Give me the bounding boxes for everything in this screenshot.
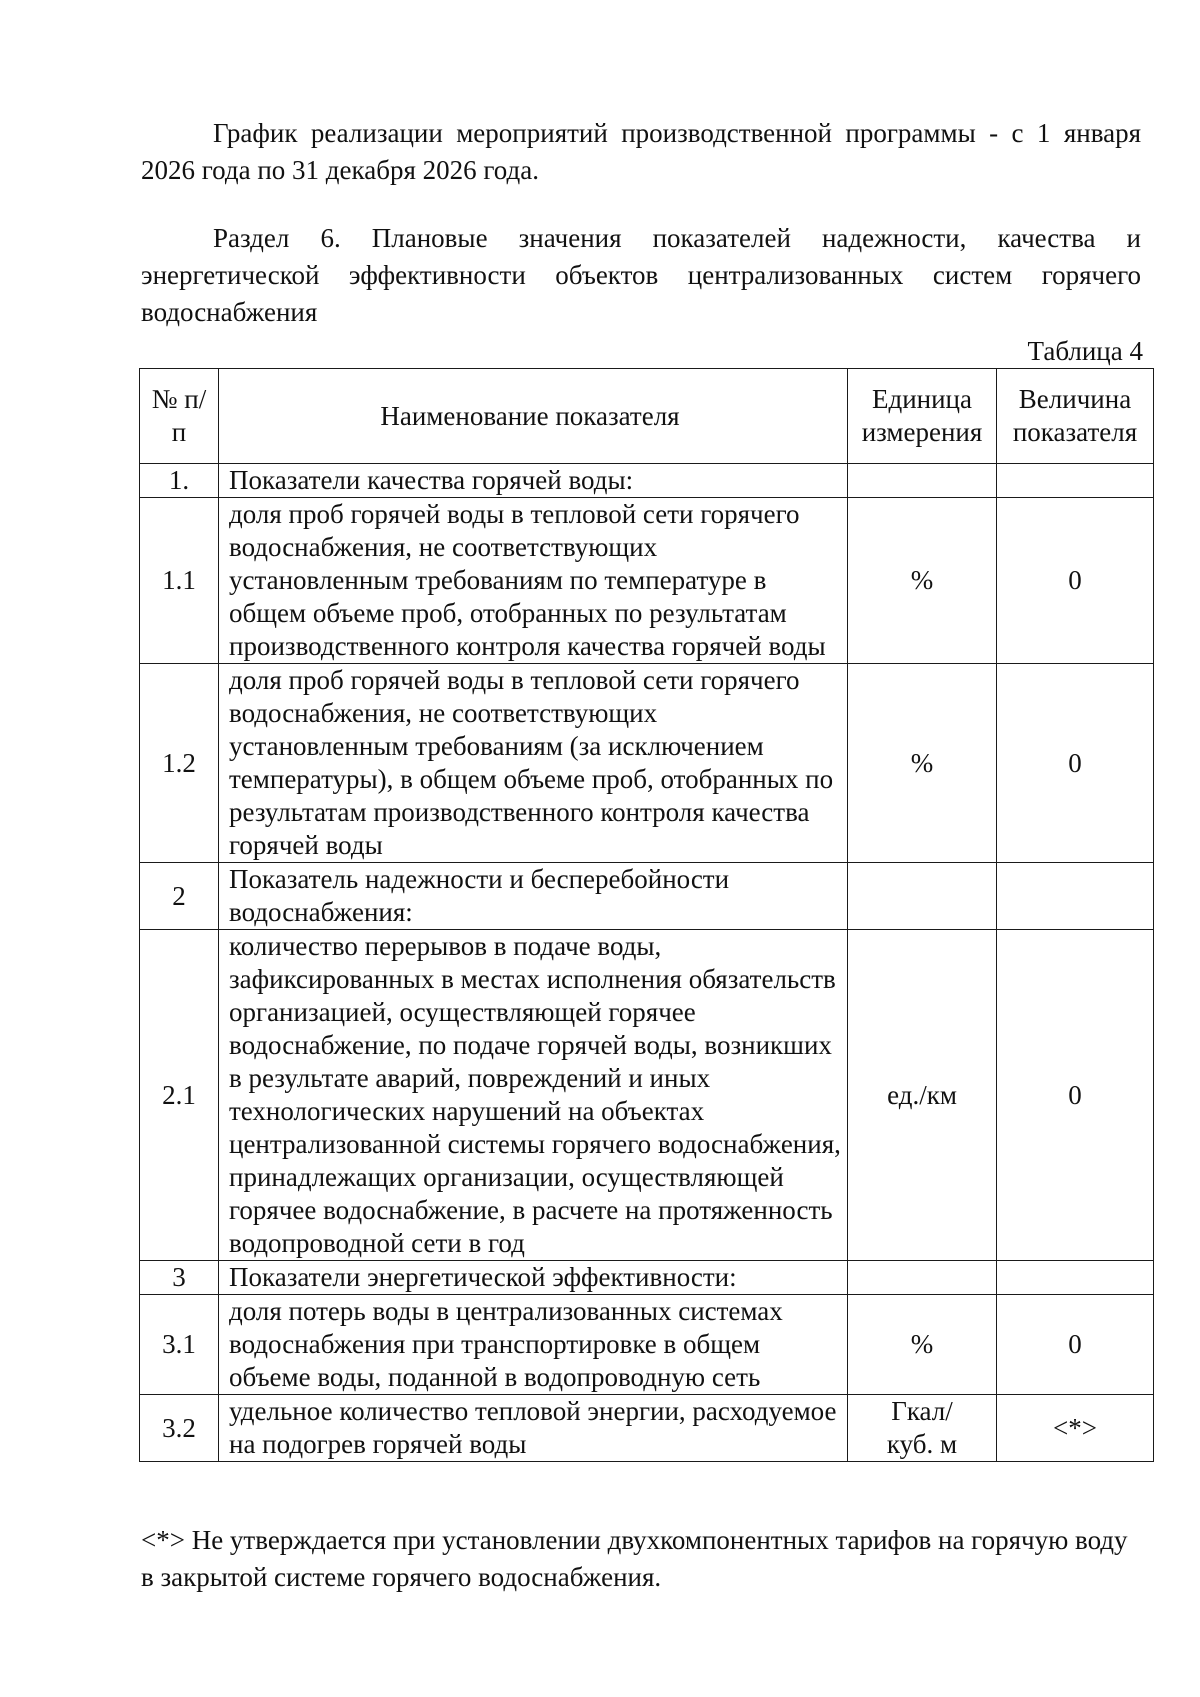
row-unit: ед./км bbox=[848, 930, 997, 1261]
row-name: Показатели качества горячей воды: bbox=[219, 464, 848, 498]
table-row bbox=[140, 464, 1154, 498]
table-caption: Таблица 4 bbox=[1027, 336, 1143, 366]
row-num: 1.1 bbox=[140, 498, 219, 664]
header-unit: Единица измерения bbox=[848, 369, 997, 464]
row-num: 2 bbox=[140, 863, 219, 930]
row-num: 2.1 bbox=[140, 930, 219, 1261]
row-name: доля проб горячей воды в тепловой сети горячего водоснабжения, не соответствующих установленным требованиям по температуре в общем объеме проб, отобранных по результатам производственного контроля качества горячей воды bbox=[219, 498, 848, 664]
row-name: доля проб горячей воды в тепловой сети горячего водоснабжения, не соответствующих установленным требованиям (за исключением температуры), в общем объеме проб, отобранных по результатам производственного контроля качества горячей воды bbox=[219, 664, 848, 863]
row-unit: % bbox=[848, 664, 997, 863]
table-row bbox=[140, 664, 1154, 863]
table-row bbox=[140, 1295, 1154, 1395]
table-header-row bbox=[140, 369, 1154, 464]
table-row bbox=[140, 1261, 1154, 1295]
row-value: 0 bbox=[997, 1295, 1154, 1395]
header-num: № п/п bbox=[140, 369, 219, 464]
footnote: <*> Не утверждается при установлении двухкомпонентных тарифов на горячую воду в закрытой системе горячего водоснабжения. bbox=[141, 1525, 1128, 1592]
row-num: 3 bbox=[140, 1261, 219, 1295]
row-value: 0 bbox=[997, 664, 1154, 863]
row-unit: Гкал/ куб. м bbox=[848, 1395, 997, 1462]
row-value: 0 bbox=[997, 930, 1154, 1261]
row-unit bbox=[848, 863, 997, 930]
table-row bbox=[140, 1395, 1154, 1462]
row-value bbox=[997, 863, 1154, 930]
row-num: 3.2 bbox=[140, 1395, 219, 1462]
row-unit bbox=[848, 464, 997, 498]
row-name: Показатель надежности и бесперебойности водоснабжения: bbox=[219, 863, 848, 930]
header-name: Наименование показателя bbox=[219, 369, 848, 464]
row-value bbox=[997, 1261, 1154, 1295]
row-unit: % bbox=[848, 498, 997, 664]
header-value: Величина показателя bbox=[997, 369, 1154, 464]
indicators-table bbox=[139, 368, 1154, 1462]
table-row bbox=[140, 863, 1154, 930]
section-heading-paragraph: Раздел 6. Плановые значения показателей надежности, качества и энергетической эффективности объектов централизованных систем горячего водоснабжения bbox=[141, 223, 1141, 327]
row-num: 1. bbox=[140, 464, 219, 498]
row-value: 0 bbox=[997, 498, 1154, 664]
row-unit bbox=[848, 1261, 997, 1295]
row-name: доля потерь воды в централизованных системах водоснабжения при транспортировке в общем объеме воды, поданной в водопроводную сеть bbox=[219, 1295, 848, 1395]
table-row bbox=[140, 498, 1154, 664]
row-name: количество перерывов в подаче воды, зафиксированных в местах исполнения обязательств организацией, осуществляющей горячее водоснабжение, по подаче горячей воды, возникших в результате аварий, повреждений и иных технологических нарушений на объектах централизованной системы горячего водоснабжения, принадлежащих организации, осуществляющей горячее водоснабжение, в расчете на протяженность водопроводной сети в год bbox=[219, 930, 848, 1261]
schedule-paragraph: График реализации мероприятий производственной программы - с 1 января 2026 года по 31 декабря 2026 года. bbox=[141, 118, 1141, 185]
row-unit: % bbox=[848, 1295, 997, 1395]
row-value: <*> bbox=[997, 1395, 1154, 1462]
row-num: 1.2 bbox=[140, 664, 219, 863]
table-row bbox=[140, 930, 1154, 1261]
row-name: Показатели энергетической эффективности: bbox=[219, 1261, 848, 1295]
row-num: 3.1 bbox=[140, 1295, 219, 1395]
row-value bbox=[997, 464, 1154, 498]
row-name: удельное количество тепловой энергии, расходуемое на подогрев горячей воды bbox=[219, 1395, 848, 1462]
